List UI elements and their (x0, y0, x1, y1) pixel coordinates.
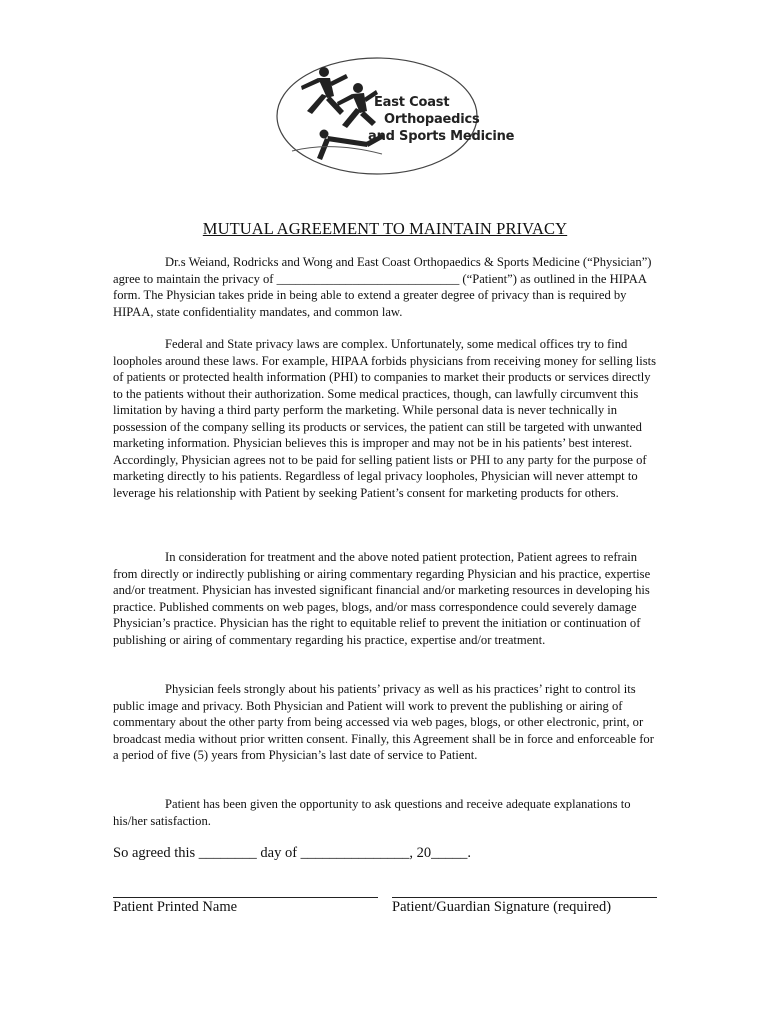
paragraph-consideration (113, 549, 658, 648)
logo-wordmark (368, 94, 515, 145)
agreement-date-line[interactable]: So agreed this ________ day of _______________, 20_____. (113, 845, 472, 861)
paragraph-intro-text: Dr.s Weiand, Rodricks and Wong and East Coast Orthopaedics & Sports Medicine (“Physician”) agree to maintain the privacy of _____________________________ (“Patient”) as outlined in the HIPAA form. The Physician takes pride in being able to extend a greater degree of privacy than is required by HIPAA, state confidentiality mandates, and common law. (113, 255, 652, 319)
paragraph-privacy-laws-text: Federal and State privacy laws are complex. Unfortunately, some medical offices try to find loopholes around these laws. For example, HIPAA forbids physicians from receiving money for selling lists of patients or protected health information (PHI) to companies to market their products or services directly to the patients without their authorization. Some medical practices, though, can lawfully circumvent this limitation by having a third party perform the marketing. While personal data is never technically in possession of the company selling its products or services, the patient can still be targeted with unwanted marketing information. Physician believes this is improper and may not be in his patients’ best interest. Accordingly, Physician agrees not to be paid for selling patient lists or PHI to any party for the purpose of marketing directly to his patients. Regardless of legal privacy loopholes, Physician will never attempt to leverage his relationship with Patient by seeking Patient’s consent for marketing products for others. (113, 337, 657, 500)
paragraph-privacy-laws (113, 336, 658, 501)
logo-line-2: Orthopaedics (384, 112, 480, 127)
paragraph-public-image (113, 681, 658, 764)
paragraph-questions-text: Patient has been given the opportunity to ask questions and receive adequate explanations to his/her satisfaction. (113, 797, 631, 828)
paragraph-questions (113, 796, 658, 829)
document-title: MUTUAL AGREEMENT TO MAINTAIN PRIVACY (202, 219, 568, 238)
logo-line-1: East Coast (374, 95, 450, 110)
paragraph-public-image-text: Physician feels strongly about his patients’ privacy as well as his practices’ right to control its public image and privacy. Both Physician and Patient will work to prevent the publishing or airing of commentary about the other party from being accessed via web pages, blogs, or other electronic, print, or broadcast media without prior written consent. Finally, this Agreement shall be in force and enforceable for a period of five (5) years from Physician’s last date of service to Patient. (113, 682, 654, 762)
practice-logo (272, 56, 515, 178)
paragraph-intro (113, 254, 658, 320)
logo-line-3: and Sports Medicine (368, 129, 515, 144)
signature-field[interactable] (392, 897, 657, 898)
paragraph-consideration-text: In consideration for treatment and the above noted patient protection, Patient agrees to refrain from directly or indirectly publishing or airing commentary regarding Physician and his practice, expertise and/or treatment. Physician has invested significant financial and/or marketing resources in developing his practice. Published comments on web pages, blogs, and/or mass correspondence could severely damage Physician’s practice. Physician has the right to equitable relief to prevent the initiation or continuation of publishing or airing of commentary regarding his practice, expertise and/or treatment. (113, 550, 651, 647)
patient-name-field[interactable] (113, 897, 378, 898)
patient-name-label: Patient Printed Name (113, 899, 238, 915)
signature-label: Patient/Guardian Signature (required) (392, 899, 612, 915)
